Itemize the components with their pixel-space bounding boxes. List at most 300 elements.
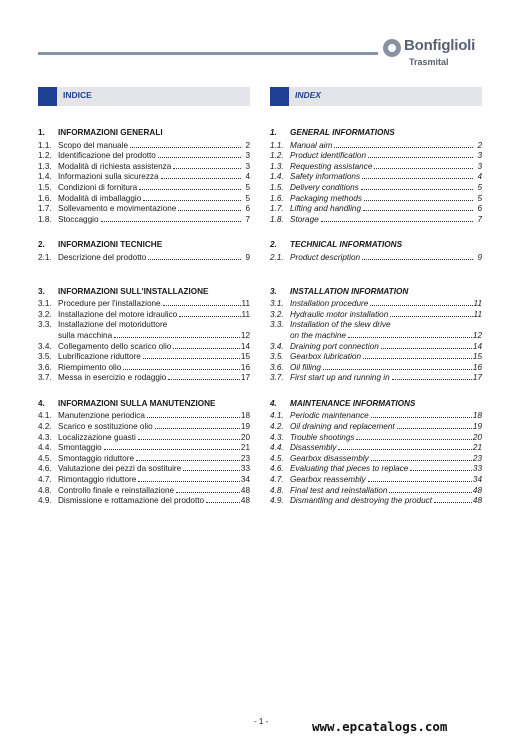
toc-entry[interactable] [270,320,482,331]
dot-leader [161,178,241,179]
entry-title: Installation of the slew drive [290,320,391,330]
entry-page: 11 [241,299,250,309]
entry-number: 4.6. [38,464,52,474]
entry-page: 3 [477,161,482,171]
toc-entry[interactable] [270,172,482,183]
entry-page: 48 [240,485,250,495]
dot-leader [179,316,240,317]
toc-entry[interactable] [38,253,250,264]
dot-leader [163,305,241,306]
entry-title: Oil filling [290,362,321,372]
entry-number: 4.1. [270,411,284,421]
toc-entry[interactable] [38,411,250,422]
entry-title: Valutazione dei pezzi da sostituire [58,464,182,474]
toc-entry[interactable] [270,352,482,363]
entry-number: 1.3. [38,161,52,171]
entry-page: 15 [472,352,482,362]
index-header-bar [270,87,482,106]
entry-page: 21 [472,443,482,453]
entry-number: 4.7. [270,475,284,485]
entry-title: Safety informations [290,172,361,182]
entry-page: 5 [477,182,482,192]
dot-leader [101,221,241,222]
dot-leader [334,147,473,148]
section-heading [270,399,482,410]
entry-number: 4.4. [38,443,52,453]
section-heading [270,287,482,298]
dot-leader [362,178,473,179]
entry-page: 7 [245,214,250,224]
entry-page: 4 [477,172,482,182]
entry-title: Sollevamento e movimentazione [58,204,177,214]
toc-entry[interactable] [270,299,482,310]
entry-number: 3.5. [270,352,284,362]
entry-number: 3.2. [38,309,52,319]
dot-leader [168,379,240,380]
entry-page: 2 [477,140,482,150]
dot-leader [173,168,241,169]
entry-title: Modalità di richiesta assistenza [58,161,172,171]
entry-title: Identificazione del prodotto [58,151,156,161]
entry-title: Dismantling and destroying the product [290,496,432,506]
dot-leader [363,210,473,211]
toc-entry[interactable] [38,162,250,173]
toc-section [38,240,250,263]
entry-page: 33 [240,464,250,474]
entry-title: Product identification [290,151,367,161]
entry-title: Manual aim [290,140,333,150]
entry-number: 4.5. [38,453,52,463]
toc-english [270,128,482,522]
entry-number: 3.2. [270,309,284,319]
section-number: 1. [270,128,277,137]
entry-page: 16 [472,362,482,372]
toc-entry[interactable] [38,320,250,331]
toc-entry[interactable] [270,310,482,321]
dot-leader [158,157,241,158]
entry-number: 4.8. [270,485,284,495]
entry-title: Scopo del manuale [58,140,129,150]
entry-number: 3.7. [270,373,284,383]
entry-page: 33 [472,464,482,474]
section-number: 3. [270,286,277,296]
entry-title: Dismissione e rottamazione del prodotto [58,496,205,506]
section-title: INFORMAZIONI SULL'INSTALLAZIONE [58,286,209,296]
entry-title: Descrizione del prodotto [58,252,147,262]
section-title: INFORMAZIONI TECNICHE [58,240,163,250]
entry-number: 1.4. [270,172,284,182]
dot-leader [206,502,240,503]
entry-page: 5 [477,193,482,203]
toc-section [38,399,250,507]
entry-number: 3.7. [38,373,52,383]
entry-title: Riempimento olio [58,362,122,372]
entry-page: 23 [240,453,250,463]
entry-page: 21 [240,443,250,453]
entry-title: Oil draining and replacement [290,422,395,432]
entry-title: Condizioni di fornitura [58,182,138,192]
dot-leader [139,189,241,190]
toc-entry[interactable] [270,253,482,264]
dot-leader [397,428,472,429]
toc-entry[interactable] [270,194,482,205]
entry-title: Lubrificazione riduttore [58,352,141,362]
entry-page: 20 [472,432,482,442]
entry-number: 1.8. [270,214,284,224]
dot-leader [130,147,241,148]
toc-entry[interactable] [38,172,250,183]
toc-entry[interactable] [270,183,482,194]
entry-page: 14 [240,341,250,351]
entry-number: 1.5. [270,182,284,192]
entry-title: Manutenzione periodica [58,411,145,421]
toc-entry[interactable] [270,454,482,465]
dot-leader [323,369,472,370]
entry-title: Hydraulic motor installation [290,309,389,319]
entry-number: 4.3. [270,432,284,442]
toc-entry[interactable] [38,422,250,433]
entry-number: 4.2. [38,422,52,432]
entry-title: Installation procedure [290,299,369,309]
entry-number: 3.5. [38,352,52,362]
entry-title: Disassembly [290,443,337,453]
entry-number: 4.7. [38,475,52,485]
entry-page: 6 [245,204,250,214]
section-title: INFORMAZIONI GENERALI [58,128,163,137]
dot-leader [381,348,472,349]
page-number: - 1 - [254,717,269,726]
toc-entry[interactable] [38,299,250,310]
header-square-icon [270,87,289,106]
entry-title: Packaging methods [290,193,362,203]
toc-entry[interactable] [270,342,482,353]
toc-entry[interactable] [270,204,482,215]
dot-leader [173,348,240,349]
watermark-url: www.epcatalogs.com [312,719,448,734]
dot-leader [147,417,240,418]
entry-number: 1.8. [38,214,52,224]
toc-entry[interactable] [38,475,250,486]
logo-brand: Bonfiglioli [404,37,476,54]
entry-number: 1.6. [38,193,52,203]
entry-title: Gearbox disassembly [290,453,369,463]
toc-section [270,399,482,507]
entry-page: 15 [240,352,250,362]
section-number: 4. [270,398,277,408]
dot-leader [389,492,471,493]
toc-entry[interactable] [38,331,250,342]
entry-title: Rimontaggio riduttore [58,475,137,485]
toc-entry[interactable] [270,162,482,173]
toc-section [270,240,482,263]
dot-leader [363,358,472,359]
entry-page: 48 [472,496,482,506]
toc-entry[interactable] [270,496,482,507]
dot-leader [123,369,240,370]
toc-section [38,287,250,384]
dot-leader [338,449,471,450]
toc-entry[interactable] [38,464,250,475]
dot-leader [138,439,240,440]
bonfiglioli-logo [383,37,493,71]
entry-title: Delivery conditions [290,182,359,192]
entry-title: Informazioni sulla sicurezza [58,172,159,182]
entry-number: 4.9. [270,496,284,506]
toc-entry[interactable] [270,141,482,152]
entry-page: 11 [241,309,250,319]
entry-number: 1.7. [38,204,52,214]
entry-title: Final test and reinstallation [290,485,388,495]
entry-title: Periodic maintenance [290,411,369,421]
dot-leader [183,470,240,471]
toc-entry[interactable] [38,204,250,215]
entry-number: 4.6. [270,464,284,474]
entry-page: 19 [240,422,250,432]
header-square-icon [38,87,57,106]
entry-number: 4.1. [38,411,52,421]
entry-number: 1.4. [38,172,52,182]
dot-leader [114,337,240,338]
entry-page: 20 [240,432,250,442]
dot-leader [371,460,472,461]
dot-leader [362,259,473,260]
entry-page: 9 [477,252,482,262]
dot-leader [178,210,241,211]
entry-page: 6 [477,204,482,214]
toc-entry[interactable] [38,151,250,162]
dot-leader [392,379,472,380]
toc-section [270,128,482,225]
entry-title: Scarico e sostituzione olio [58,422,153,432]
indice-title: INDICE [63,90,92,100]
entry-page: 48 [240,496,250,506]
toc-section [38,128,250,225]
dot-leader [356,439,471,440]
toc-entry[interactable] [270,373,482,384]
entry-title: on the machine [290,330,346,340]
section-heading [38,287,250,298]
entry-number: 3.4. [38,341,52,351]
section-heading [38,128,250,139]
dot-leader [138,481,240,482]
toc-entry[interactable] [270,215,482,226]
entry-page: 18 [240,411,250,421]
entry-number: 4.9. [38,496,52,506]
dot-leader [361,189,473,190]
entry-page: 17 [240,373,250,383]
entry-number: 1.7. [270,204,284,214]
dot-leader [368,481,472,482]
entry-number: 2.1. [38,252,52,262]
toc-entry[interactable] [38,454,250,465]
entry-title: Evaluating that pieces to replace [290,464,409,474]
toc-entry[interactable] [38,194,250,205]
entry-title: Messa in esercizio e rodaggio [58,373,167,383]
entry-title: Lifting and handling [290,204,362,214]
section-heading [270,240,482,251]
section-title: INSTALLATION INFORMATION [290,286,409,296]
entry-number: 3.6. [270,362,284,372]
entry-number: 4.5. [270,453,284,463]
logo-mark-icon [383,39,401,57]
section-number: 1. [38,128,45,137]
section-number: 2. [270,240,277,250]
toc-entry[interactable] [270,486,482,497]
entry-page: 12 [240,330,250,340]
entry-page: 16 [240,362,250,372]
entry-page: 4 [245,172,250,182]
toc-section [270,287,482,384]
entry-page: 18 [472,411,482,421]
toc-entry[interactable] [38,433,250,444]
entry-title: Installazione del motoriduttore [58,320,168,330]
toc-entry[interactable] [38,183,250,194]
entry-title: Installazione del motore idraulico [58,309,178,319]
entry-page: 17 [472,373,482,383]
dot-leader [136,460,240,461]
dot-leader [155,428,240,429]
index-title: INDEX [295,90,321,100]
entry-page: 48 [472,485,482,495]
entry-title: Localizzazione guasti [58,432,136,442]
entry-number: 4.8. [38,485,52,495]
toc-entry[interactable] [270,443,482,454]
entry-title: Gearbox lubrication [290,352,361,362]
entry-page: 23 [472,453,482,463]
entry-number: 3.4. [270,341,284,351]
entry-page: 14 [472,341,482,351]
entry-title: Smontaggio [58,443,102,453]
entry-page: 12 [472,330,482,340]
entry-number: 1.3. [270,161,284,171]
logo-subbrand: Trasmital [409,57,449,67]
entry-number: 4.2. [270,422,284,432]
header-rule [38,52,378,55]
entry-page: 3 [245,161,250,171]
section-number: 2. [38,240,45,250]
toc-entry[interactable] [270,475,482,486]
entry-title: Collegamento dello scarico olio [58,341,172,351]
entry-page: 5 [245,182,250,192]
toc-entry[interactable] [270,464,482,475]
entry-title: Storage [290,214,319,224]
entry-number: 3.6. [38,362,52,372]
toc-entry[interactable] [270,422,482,433]
entry-page: 7 [477,214,482,224]
section-title: MAINTENANCE INFORMATIONS [290,398,416,408]
dot-leader [348,337,472,338]
entry-page: 5 [245,193,250,203]
section-heading [270,128,482,139]
toc-entry[interactable] [38,215,250,226]
entry-page: 19 [472,422,482,432]
toc-entry[interactable] [270,331,482,342]
entry-page: 9 [245,252,250,262]
section-heading [38,399,250,410]
entry-title: Controllo finale e reinstallazione [58,485,175,495]
section-title: INFORMAZIONI SULLA MANUTENZIONE [58,398,216,408]
dot-leader [364,200,473,201]
entry-page: 11 [473,299,482,309]
entry-title: sulla macchina [58,330,113,340]
section-title: GENERAL INFORMATIONS [290,128,395,137]
entry-title: Gearbox reassembly [290,475,366,485]
entry-title: Smontaggio riduttore [58,453,135,463]
dot-leader [176,492,240,493]
entry-number: 4.3. [38,432,52,442]
entry-title: Draining port connection [290,341,379,351]
entry-title: Trouble shootings [290,432,355,442]
entry-number: 1.2. [38,151,52,161]
entry-number: 1.2. [270,151,284,161]
dot-leader [143,358,240,359]
entry-title: First start up and running in [290,373,390,383]
entry-page: 3 [477,151,482,161]
entry-number: 3.3. [38,320,52,330]
entry-number: 1.1. [38,140,52,150]
dot-leader [368,157,473,158]
entry-title: Modalità di imballaggio [58,193,142,203]
toc-entry[interactable] [38,443,250,454]
indice-header-bar [38,87,250,106]
entry-number: 1.6. [270,193,284,203]
section-title: TECHNICAL INFORMATIONS [290,240,403,250]
entry-number: 3.1. [38,299,52,309]
dot-leader [374,168,473,169]
dot-leader [390,316,472,317]
section-number: 4. [38,398,45,408]
toc-entry[interactable] [270,363,482,374]
dot-leader [104,449,240,450]
entry-number: 4.4. [270,443,284,453]
dot-leader [143,200,241,201]
entry-title: Product description [290,252,361,262]
toc-entry[interactable] [38,352,250,363]
toc-italian [38,128,250,522]
dot-leader [148,259,241,260]
toc-entry[interactable] [270,433,482,444]
entry-number: 1.1. [270,140,284,150]
section-number: 3. [38,286,45,296]
dot-leader [321,221,473,222]
entry-page: 3 [245,151,250,161]
toc-entry[interactable] [38,310,250,321]
entry-title: Procedure per l'installazione [58,299,161,309]
entry-number: 2.1. [270,252,284,262]
toc-entry[interactable] [38,486,250,497]
toc-entry[interactable] [270,411,482,422]
entry-page: 34 [472,475,482,485]
entry-title: Stoccaggio [58,214,99,224]
toc-entry[interactable] [38,342,250,353]
entry-number: 1.5. [38,182,52,192]
dot-leader [370,305,472,306]
entry-title: Requesting assistance [290,161,373,171]
entry-number: 3.1. [270,299,284,309]
entry-page: 11 [473,309,482,319]
section-heading [38,240,250,251]
entry-page: 34 [240,475,250,485]
dot-leader [410,470,472,471]
toc-entry[interactable] [270,151,482,162]
toc-entry[interactable] [38,363,250,374]
dot-leader [371,417,472,418]
toc-entry[interactable] [38,496,250,507]
toc-entry[interactable] [38,373,250,384]
entry-page: 2 [245,140,250,150]
toc-entry[interactable] [38,141,250,152]
dot-leader [434,502,472,503]
